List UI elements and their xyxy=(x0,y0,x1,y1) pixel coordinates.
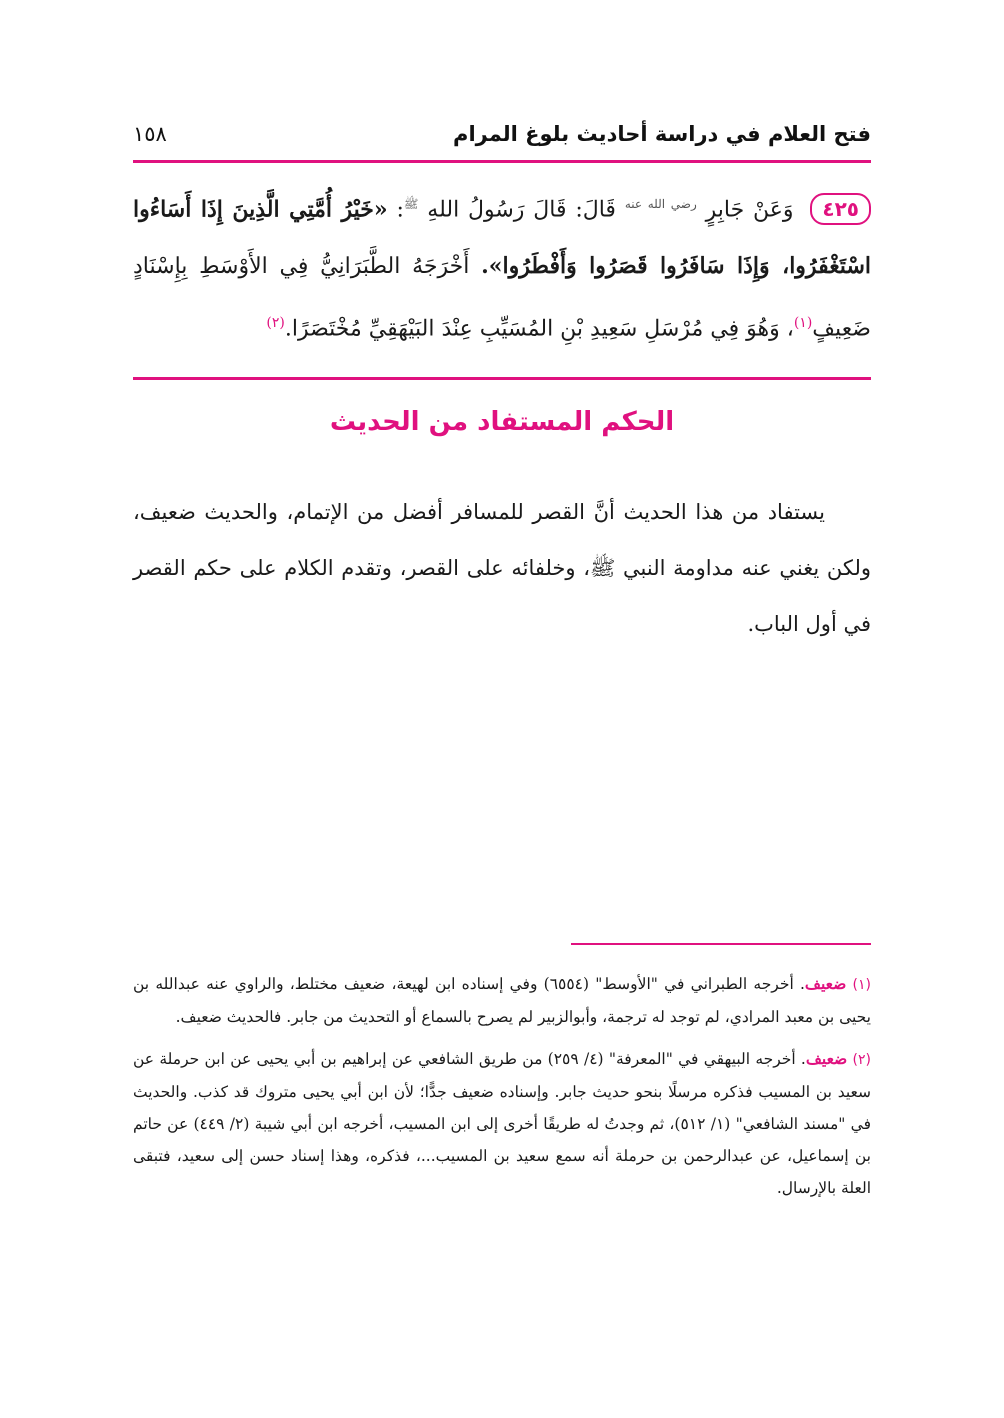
footnote-ref-2[interactable]: (٢) xyxy=(266,315,285,332)
book-title: فتح العلام في دراسة أحاديث بلوغ المرام xyxy=(453,122,871,146)
hadith-quote: «خَيْرُ أُمَّتِي الَّذِينَ إِذَا أَسَاءُوا اسْتَغْفَرُوا، وَإِذَا سَافَرُوا قَصَرُوا وَأَفْطَرُوا». xyxy=(133,196,871,280)
footnote-2 xyxy=(133,1043,871,1204)
footnote-number: (٢) xyxy=(852,1052,871,1068)
footnote-text: . أخرجه الطبراني في "الأوسط" (٦٥٥٤) وفي إسناده ابن لهيعة، ضعيف مختلط، والراوي عنه عبدالله بن يحيى بن معبد المرادي، لم توجد له ترجمة، وأبوالزبير لم يصرح بالسماع أو التحديث من جابر. فالحديث ضعيف. xyxy=(133,975,871,1026)
footnote-grade: ضعيف xyxy=(805,1049,848,1068)
section-heading: الحكم المستفاد من الحديث xyxy=(329,407,675,437)
hadith-source: أَخْرَجَهُ الطَّبَرَانِيُّ فِي الأَوْسَطِ بِإِسْنَادٍ ضَعِيفٍ xyxy=(133,254,871,342)
footnote-grade: ضعيف xyxy=(804,974,847,993)
footnote-separator xyxy=(571,943,871,945)
footnotes xyxy=(133,968,871,1214)
header-rule xyxy=(133,160,871,163)
body-paragraph: يستفاد من هذا الحديث أنَّ القصر للمسافر أفضل من الإتمام، والحديث ضعيف، ولكن يغني عنه مداومة النبي ﷺ، وخلفائه على القصر، وتقدم الكلام على حكم القصر في أول الباب. xyxy=(133,500,871,636)
footnote-number: (١) xyxy=(852,977,871,993)
running-header xyxy=(133,112,871,156)
page-number: ١٥٨ xyxy=(133,122,167,146)
footnote-text: . أخرجه البيهقي في "المعرفة" (٤/ ٢٥٩) من طريق الشافعي عن إبراهيم بن أبي يحيى عن ابن حرملة عن سعيد بن المسيب فذكره مرسلًا بنحو حديث جابر. وإسناده ضعيف جدًّا؛ لأن ابن أبي يحيى متروك قد كذب. والحديث في "مسند الشافعي" (١/ ٥١٢)، ثم وجدتُ له طريقًا أخرى إلى ابن المسيب، أخرجه ابن أبي شيبة (٢/ ٤٤٩) عن حاتم بن إسماعيل، عن عبدالرحمن بن حرملة أنه سمع سعيد بن المسيب...، فذكره، وهذا إسناد حسن إلى سعيد، فتبقى العلة بالإرسال. xyxy=(133,1050,871,1197)
page xyxy=(133,0,871,1418)
hadith-intro: وَعَنْ جَابِرٍ xyxy=(705,197,794,223)
hadith-rest: ، وَهُوَ فِي مُرْسَلِ سَعِيدِ بْنِ المُسَيِّبِ عِنْدَ البَيْهَقِيِّ مُخْتَصَرًا. xyxy=(284,316,794,342)
hadith-number-badge: ٤٢٥ xyxy=(810,193,871,225)
prophet-honorific: ﷺ xyxy=(403,197,419,211)
hadith-said: قَالَ: قَالَ رَسُولُ اللهِ xyxy=(427,197,616,223)
hadith-bottom-rule xyxy=(133,377,871,380)
hadith-block: ٤٢٥ وَعَنْ جَابِرٍ $^{رضي الله عنه}$ قَالَ: قَالَ رَسُولُ اللهِ $^ﷺ$: «خَيْرُ أُمَّتِي الَّذِينَ إِذَا أَسَاءُوا اسْتَغْفَرُوا، وَإِذَا سَافَرُوا قَصَرُوا وَأَفْطَرُوا». أَخْرَجَهُ الطَّبَرَانِيُّ فِي الأَوْسَطِ بِإِسْنَادٍ ضَعِيفٍ$^{(١)}$، وَهُوَ فِي مُرْسَلِ سَعِيدِ بْنِ المُسَيِّبِ عِنْدَ البَيْهَقِيِّ مُخْتَصَرًا.$^{(٢)}$ xyxy=(133,176,871,358)
footnote-1 xyxy=(133,968,871,1033)
companion-honorific: رضي الله عنه xyxy=(624,197,697,211)
footnote-ref-1[interactable]: (١) xyxy=(793,315,813,332)
